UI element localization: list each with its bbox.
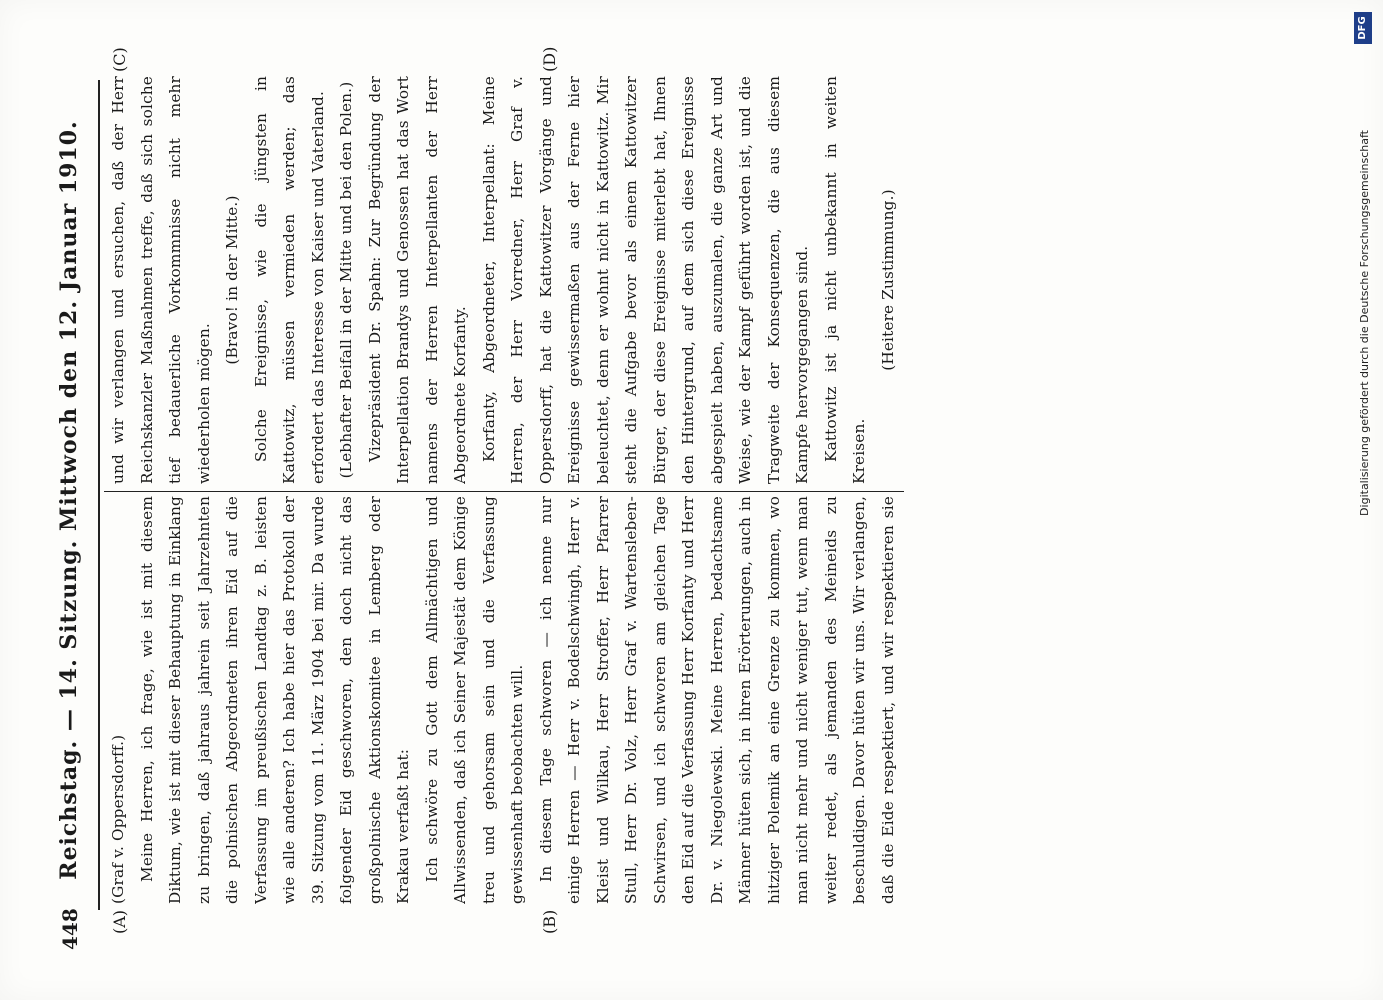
header-rule <box>98 80 100 910</box>
dfg-logo: DFG <box>1354 12 1372 44</box>
paragraph: und wir verlangen und ersuchen, daß der Herr Reichskanzler Maßnahmen treffe, daß sich solche tief bedauerliche Vorkommnisse nicht mehr wiederholen mögen. <box>109 76 213 484</box>
margin-letter-b: (B) <box>540 909 559 934</box>
running-title: Reichstag. — 14. Sitzung. Mittwoch den 12. Januar 1910. <box>56 120 82 880</box>
margin-letter-c: (C) <box>110 47 129 72</box>
digitization-sidebar <box>1328 0 1383 1000</box>
paragraph: Solche Ereignisse, wie die jüngsten in Kattowitz, müssen vermieden werden; das erfordert das Interesse von Kaiser und Vaterland. <box>251 76 327 484</box>
speaker-paragraph: Vizepräsident Dr. Spahn: Zur Begründung der Interpellation Brandys und Genossen hat das Wort namens der Herren Interpellanten der Herr Abgeordnete Korfanty. <box>365 76 469 484</box>
margin-letter-d: (D) <box>540 46 559 72</box>
margin-letter-a: (A) <box>110 909 129 934</box>
interjection: (Bravo! in der Mitte.) <box>223 195 241 365</box>
paragraph: In diesem Tage schworen — ich nenne nur einige Herren — Herr v. Bodelschwingh, Herr v. Kleist und Wilkau, Herr Stroffer, Herr Pfarrer Stull, Herr Dr. Volz, Herr Graf v. Wartensleben-Schwirsen, und ich schworen am gleichen Tage den Eid auf die Verfassung Herr Korfanty und Herr Dr. v. Niegolewski. Meine Herren, bedachtsame Männer hüten sich, in ihren Erörterungen, auch in hitziger Polemik an eine Grenze zu kommen, wo man nicht mehr und nicht weniger tut, wenn man weiter redet, als jemanden des Meineids zu beschuldigen. Davor hüten wir uns. Wir verlangen, daß die Eide respektiert, und wir respektieren sie <box>536 496 897 904</box>
funding-credit: Digitalisierung gefördert durch die Deutsche Forschungsgemeinschaft <box>1358 130 1371 516</box>
speaker-heading: (Graf v. Oppersdorff.) <box>109 734 127 904</box>
right-column <box>104 76 904 484</box>
interjection: (Lebhafter Beifall in der Mitte und bei den Polen.) <box>337 81 355 479</box>
oath-quote: Ich schwöre zu Gott dem Allmächtigen und Allwissenden, daß ich Seiner Majestät dem Könige treu und gehorsam sein und die Verfassung gewissenhaft beobachten will. <box>422 496 526 904</box>
interjection: (Heitere Zustimmung.) <box>878 189 897 371</box>
paragraph: Meine Herren, ich frage, wie ist mit diesem Diktum, wie ist mit dieser Behauptung in Einklang zu bringen, daß jahraus jahrein seit Jahrzehnten die polnischen Abgeordneten ihren Eid auf die Verfassung im preußischen Landtag z. B. leisten wie alle anderen? Ich habe hier das Protokoll der 39. Sitzung vom 11. März 1904 bei mir. Da wurde folgender Eid geschworen, den doch nicht das großpolnische Aktionskomitee in Lemberg oder Krakau verfaßt hat: <box>137 496 412 904</box>
paragraph <box>902 76 904 484</box>
column-divider <box>104 491 904 492</box>
page-header <box>40 0 100 1000</box>
page-number: 448 <box>58 908 82 950</box>
speaker-paragraph: Korfanty, Abgeordneter, Interpellant: Meine Herren, der Herr Vorredner, Herr Graf v. Oppersdorff, hat die Kattowitzer Vorgänge und Ereignisse gewissermaßen aus der Ferne hier beleuchtet, denn er wohnt nicht in Kattowitz. Mir steht die Aufgabe bevor als einem Kattowitzer Bürger, der diese Ereignisse miterlebt hat, Ihnen den Hintergrund, auf dem sich diese Ereignisse abgespielt haben, auszumalen, die ganze Art und Weise, wie der Kampf geführt worden ist, und die Tragweite der Konsequenzen, die aus diesem Kampfe hervorgegangen sind. <box>479 76 811 484</box>
left-column <box>104 496 904 904</box>
paragraph: Kattowitz ist ja nicht unbekannt in weiten Kreisen. <box>821 76 868 484</box>
